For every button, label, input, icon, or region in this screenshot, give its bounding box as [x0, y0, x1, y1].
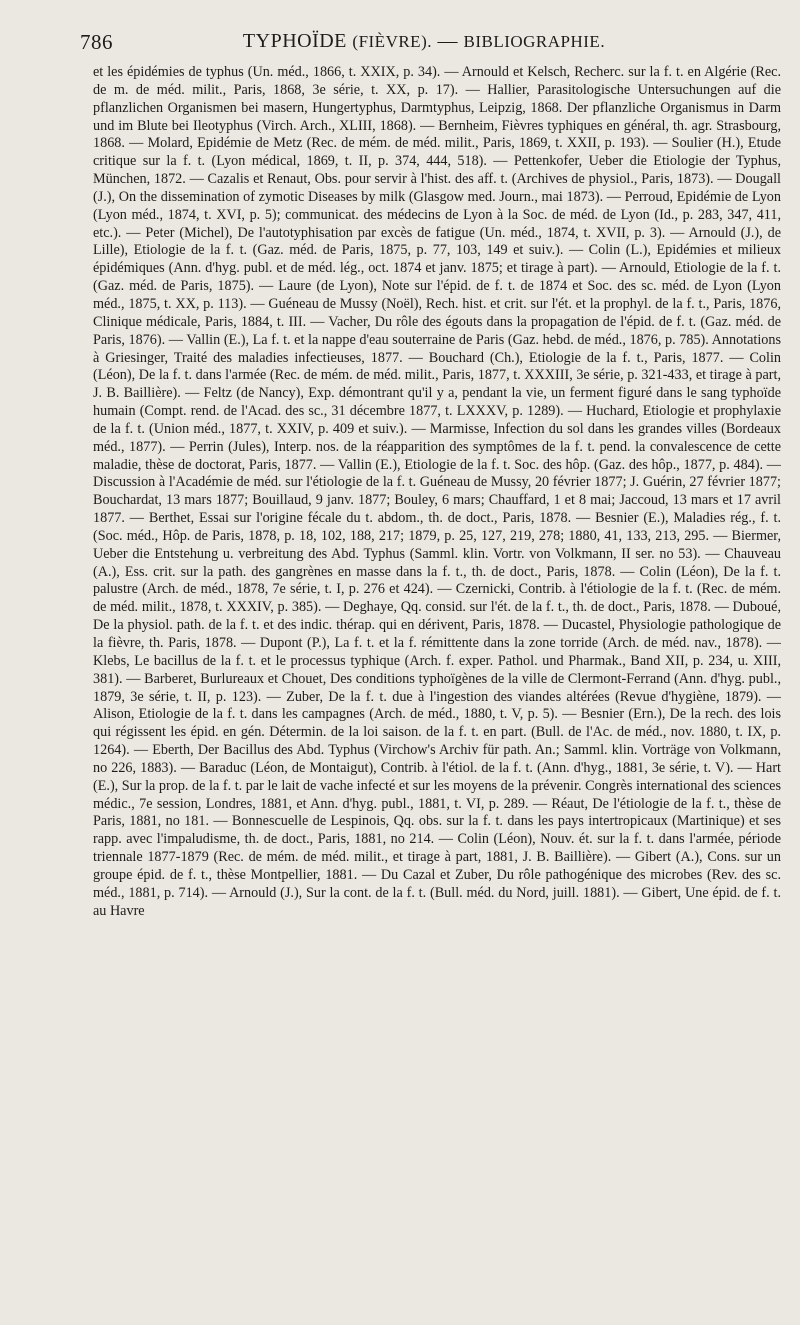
- page-header: [80, 26, 768, 60]
- bibliography-paragraph: et les épidémies de typhus (Un. méd., 1866, t. XXIX, p. 34). — Arnould et Kelsch, Recherc. sur la f. t. en Algérie (Rec. de m. de méd. milit., Paris, 1868, 3e série, t. XX, p. 17). — Hallier, Parasitologische Untersuchungen auf die pflanzlichen Organismen bei masern, Hungertyphus, Darmtyphus, Leipzig, 1868. Der pflanzliche Organismus in Darm und im Blute bei Ileotyphus (Virch. Arch., XLIII, 1868). — Bernheim, Fièvres typhiques en général, th. agr. Strasbourg, 1868. — Molard, Epidémie de Metz (Rec. de mém. de méd. milit., Paris, 1869, t. XXII, p. 193). — Soulier (H.), Etude critique sur la f. t. (Lyon médical, 1869, t. II, p. 374, 444, 518). — Pettenkofer, Ueber die Etiologie der Typhus, München, 1872. — Cazalis et Renaut, Obs. pour servir à l'hist. des aff. t. (Archives de physiol., Paris, 1873). — Dougall (J.), On the dissemination of zymotic Diseases by milk (Glasgow med. Journ., mai 1873). — Perroud, Epidémie de Lyon (Lyon méd., 1874, t. XVI, p. 5); communicat. des médecins de Lyon à la Soc. de méd. de Lyon (Id., p. 283, 347, 411, etc.). — Peter (Michel), De l'autotyphisation par excès de fatigue (Un. méd., 1874, t. XVII, p. 3). — Arnould (J.), de Lille), Etiologie de la f. t. (Gaz. méd. de Paris, 1875, p. 77, 103, 149 et suiv.). — Colin (L.), Epidémies et milieux épidémiques (Ann. d'hyg. publ. et de méd. lég., oct. 1874 et janv. 1875; et tirage à part). — Arnould, Etiologie de la f. t. (Gaz. méd. de Paris, 1875). — Laure (de Lyon), Note sur l'épid. de f. t. de 1874 et Soc. des sc. méd. de Lyon (Lyon méd., 1875, t. XX, p. 113). — Guéneau de Mussy (Noël), Rech. hist. et crit. sur l'ét. et la prophyl. de la f. t., Paris, 1876, Clinique médicale, Paris, 1884, t. III. — Vacher, Du rôle des égouts dans la propagation de l'épid. de f. t. (Gaz. méd. de Paris, 1876). — Vallin (E.), La f. t. et la nappe d'eau souterraine de Paris (Gaz. hebd. de méd., 1876, p. 785). Annotations à Griesinger, Traité des maladies infectieuses, 1877. — Bouchard (Ch.), Etiologie de la f. t., Paris, 1877. — Colin (Léon), De la f. t. dans l'armée (Rec. de mém. de méd. milit., Paris, 1877, t. XXXIII, 3e série, p. 321-433, et tirage à part, J. B. Baillière). — Feltz (de Nancy), Exp. démontrant qu'il y a, pendant la vie, un ferment figuré dans le sang typhoïde humain (Compt. rend. de l'Acad. des sc., 31 décembre 1877, t. LXXXV, p. 1289). — Huchard, Etiologie et prophylaxie de la f. t. (Union méd., 1877, t. XXIV, p. 409 et suiv.). — Marmisse, Infection du sol dans les grandes villes (Bordeaux méd., 1877). — Perrin (Jules), Interp. nos. de la réapparition des symptômes de la f. t. pend. la convalescence de cette maladie, thèse de doctorat, Paris, 1877. — Vallin (E.), Etiologie de la f. t. Soc. des hôp. (Gaz. des hôp., 1877, p. 484). — Discussion à l'Académie de méd. sur l'étiologie de la f. t. Guéneau de Mussy, 20 février 1877; J. Guérin, 27 février 1877; Bouchardat, 13 mars 1877; Bouillaud, 9 janv. 1877; Bouley, 6 mars; Chauffard, 1 et 8 mai; Jaccoud, 13 mars et 17 avril 1877. — Berthet, Essai sur l'origine fécale du t. abdom., th. de doct., Paris, 1878. — Besnier (E.), Maladies rég., f. t. (Soc. méd., Hôp. de Paris, 1878, p. 18, 102, 188, 217; 1879, p. 25, 127, 219, 278; 1880, 41, 133, 213, 295. — Biermer, Ueber die Entstehung u. verbreitung des Abd. Typhus (Samml. klin. Vortr. von Volkmann, II ser. no 53). — Chauveau (A.), Ess. crit. sur la path. des gangrènes en masse dans la f. t., th. de doct., Paris, 1878. — Colin (Léon), De la f. t. palustre (Arch. de méd., 1878, 7e série, t. I, p. 276 et 424). — Czernicki, Contrib. à l'étiologie de la f. t. (Rec. de mém. de méd. milit., 1878, t. XXXIV, p. 385). — Deghaye, Qq. consid. sur l'ét. de la f. t., th. de doct., Paris, 1878. — Duboué, De la physiol. path. de la f. t. et des indic. thérap. qui en dérivent, Paris, 1878. — Ducastel, Physiologie pathologique de la fièvre, th. Paris, 1878. — Dupont (P.), La f. t. et la f. rémittente dans la zone torride (Arch. de méd. nav., 1878). — Klebs, Le bacillus de la f. t. et le processus typhique (Arch. f. exper. Pathol. und Pharmak., Band XII, p. 234, u. XIII, 381). — Barberet, Burlureaux et Chouet, Des conditions typhoïgènes de la ville de Clermont-Ferrand (Ann. d'hyg. publ., 1879, 3e série, t. II, p. 123). — Zuber, De la f. t. due à l'ingestion des viandes altérées (Revue d'hygiène, 1879). — Alison, Etiologie de la f. t. dans les campagnes (Arch. de méd., 1880, t. V, p. 5). — Besnier (Ern.), De la rech. des lois qui régissent les épid. en gén. Détermin. de la loi saison. de la f. t. en part. (Bull. de l'Ac. de méd., nov. 1880, t. IX, p. 1264). — Eberth, Der Bacillus des Abd. Typhus (Virchow's Archiv für path. An.; Samml. klin. Vorträge von Volkmann, no 226, 1883). — Baraduc (Léon, de Montaigut), Contrib. à l'étiol. de la f. t. (Ann. d'hyg., 1881, 3e série, t. V). — Hart (E.), Sur la prop. de la f. t. par le lait de vache infecté et sur les moyens de la prévenir. Congrès international des sciences médic., 7e session, Londres, 1881, et Ann. d'hyg. publ., 1881, t. VI, p. 289. — Réaut, De l'étiologie de la f. t., thèse de Paris, 1881, no 181. — Bonnescuelle de Lespinois, Qq. obs. sur la f. t. dans les pays intertropicaux (Martinique) et ses rapp. avec l'impaludisme, th. de doct., Paris, 1881, no 214. — Colin (Léon), Nouv. ét. sur la f. t. dans l'armée, période triennale 1877-1879 (Rec. de mém. de méd. milit., et tirage à part, 1881, J. B. Baillière). — Gibert (A.), Cons. sur un groupe épid. de f. t., thèse Montpellier, 1881. — Du Cazal et Zuber, Du rôle pathogénique des microbes (Rev. des sc. méd., 1881, p. 714). — Arnould (J.), Sur la cont. de la f. t. (Bull. méd. du Nord, juill. 1881). — Gibert, Une épid. de f. t. au Havre: [93, 64, 781, 919]
- bibliography-text: [93, 64, 781, 921]
- running-head-subtitle: (FIÈVRE).: [352, 32, 432, 51]
- page-number: 786: [80, 30, 113, 54]
- running-head-title: TYPHOÏDE: [242, 30, 347, 52]
- running-head-section: BIBLIOGRAPHIE.: [463, 32, 606, 51]
- running-head-dash: —: [437, 30, 458, 52]
- running-head: [80, 30, 768, 53]
